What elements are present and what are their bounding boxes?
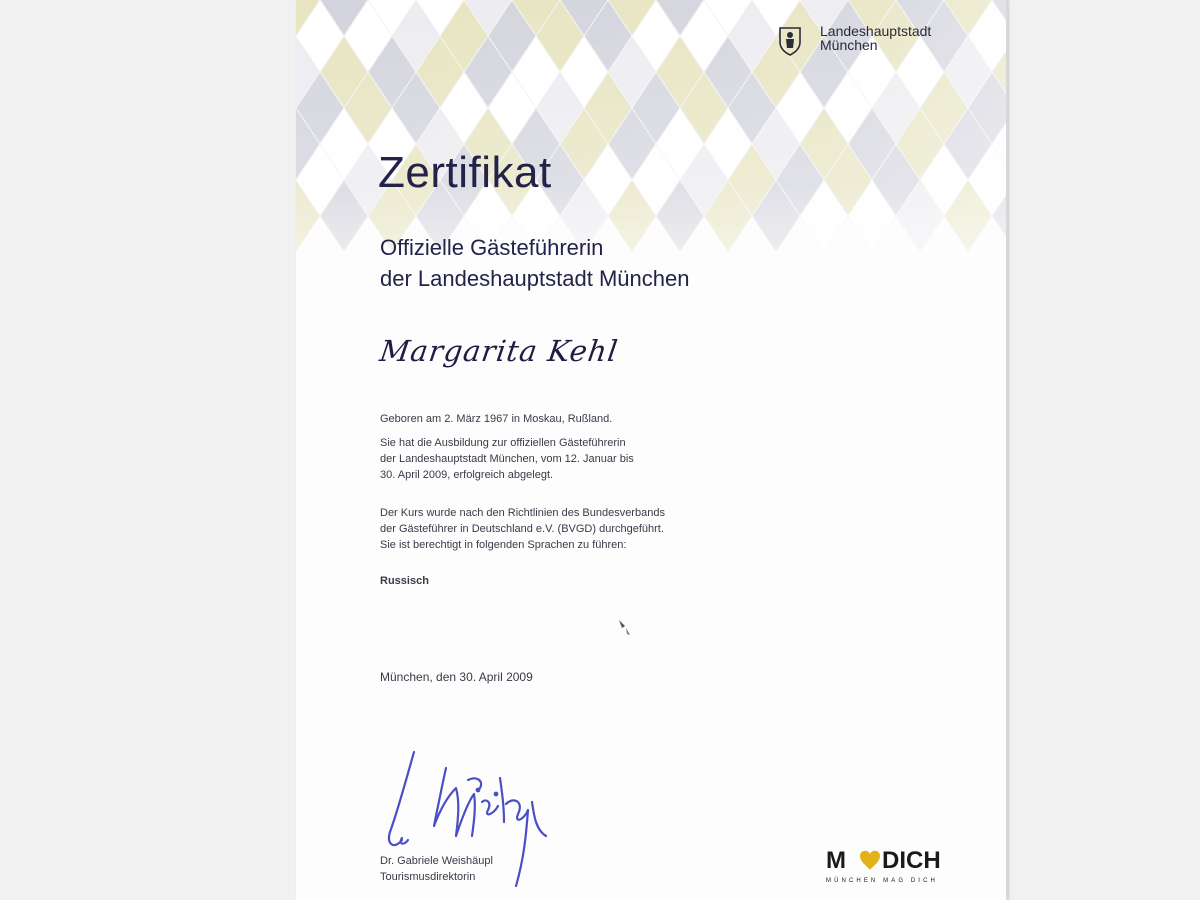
subtitle-line2: der Landeshauptstadt München (380, 266, 690, 291)
certificate-subtitle (380, 232, 689, 294)
muenchen-mag-dich-logo (826, 846, 958, 888)
svg-text:MÜNCHEN MAG DICH: MÜNCHEN MAG DICH (826, 878, 938, 884)
munich-crest-icon (778, 26, 802, 56)
place-and-date: München, den 30. April 2009 (380, 670, 533, 684)
page-edge (1006, 0, 1008, 900)
training-line3: 30. April 2009, erfolgreich abgelegt. (380, 469, 554, 481)
certificate-title: Zertifikat (378, 148, 552, 197)
subtitle-line1: Offizielle Gästeführerin (380, 235, 604, 260)
city-name-line2: München (820, 37, 878, 53)
signer-title: Tourismusdirektorin (380, 871, 476, 883)
course-statement (380, 505, 800, 553)
training-line2: der Landeshauptstadt München, vom 12. Januar bis (380, 453, 634, 465)
birth-statement (380, 411, 800, 427)
heart-icon (860, 851, 880, 870)
stamp-speck (616, 616, 634, 638)
recipient-name: Margarita Kehl (377, 334, 621, 368)
course-line3: Sie ist berechtigt in folgenden Sprachen zu führen: (380, 539, 627, 551)
city-name-line1: Landeshauptstadt (820, 23, 932, 39)
svg-text:M: M (826, 847, 846, 874)
language-value: Russisch (380, 575, 429, 587)
city-logo (778, 24, 931, 56)
signer-name: Dr. Gabriele Weishäupl (380, 855, 493, 867)
svg-text:DICH: DICH (882, 847, 941, 874)
course-line2: der Gästeführer in Deutschland e.V. (BVGD) durchgeführt. (380, 523, 664, 535)
course-line1: Der Kurs wurde nach den Richtlinien des Bundesverbands (380, 507, 665, 519)
certificate-document (296, 0, 1008, 900)
training-line1: Sie hat die Ausbildung zur offiziellen Gästeführerin (380, 437, 626, 449)
signer-block (380, 853, 493, 885)
birth-line: Geboren am 2. März 1967 in Moskau, Rußland. (380, 413, 613, 425)
training-statement (380, 435, 800, 483)
